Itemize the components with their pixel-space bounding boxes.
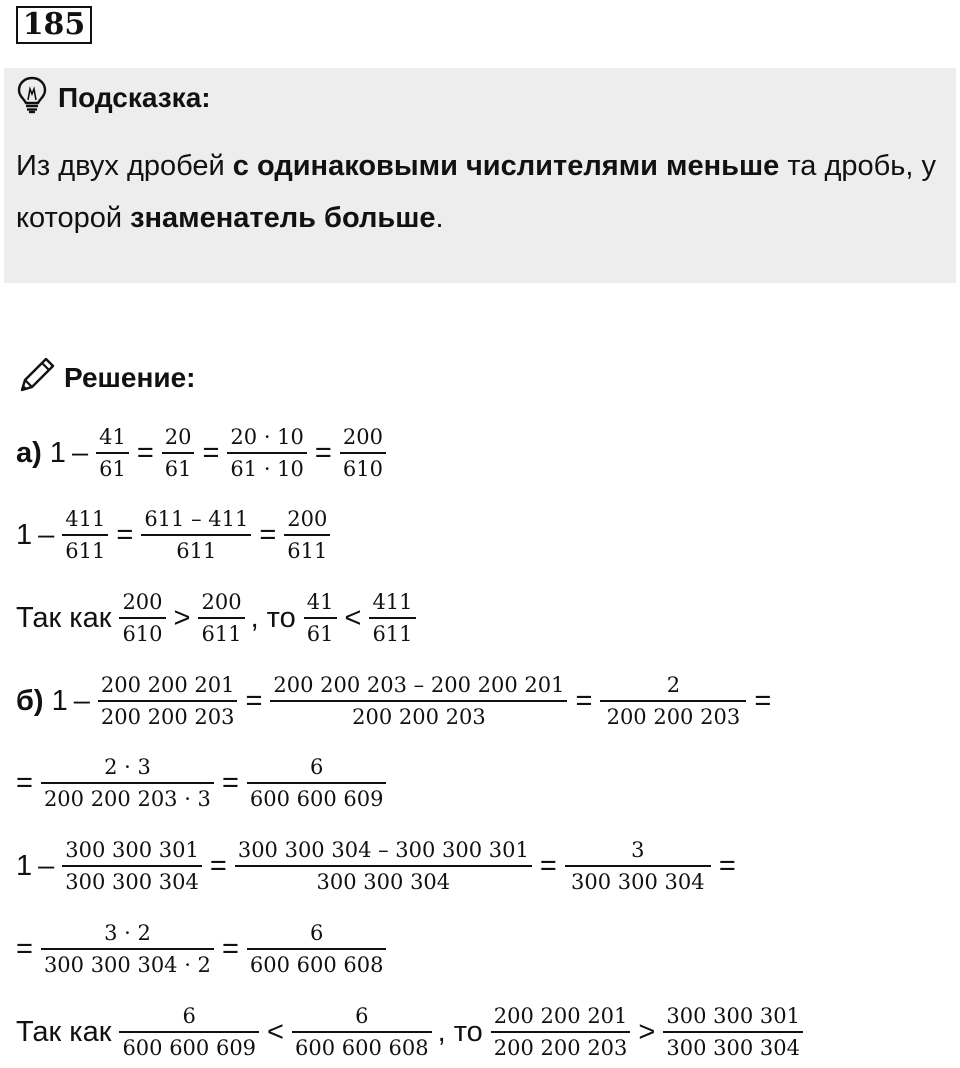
part-label: а)	[16, 436, 42, 469]
fraction: $\frac{41}{61}$	[304, 587, 337, 649]
operator: =	[718, 849, 736, 882]
fraction: $\frac{6}{600 600 609}$	[119, 1001, 259, 1063]
hint-title	[16, 80, 211, 116]
task-number: 185	[16, 6, 92, 44]
operator: =	[16, 766, 33, 799]
solution-b-line-1	[16, 670, 777, 732]
operator: –	[71, 436, 89, 469]
fraction: $\frac{6}{600 600 608}$	[247, 918, 387, 980]
text: , то	[437, 1015, 483, 1048]
fraction: $\frac{2}{200 200 203}$	[600, 670, 746, 732]
solution-a-line-1	[16, 422, 388, 484]
number: 1	[16, 849, 33, 882]
operator: =	[16, 932, 33, 965]
fraction: $\frac{3}{300 300 304}$	[565, 835, 711, 897]
operator: =	[539, 849, 557, 882]
solution-b-line-3	[16, 835, 742, 897]
fraction: $\frac{200}{611}$	[198, 587, 244, 649]
number: 1	[51, 684, 68, 717]
solution-title	[16, 356, 195, 400]
fraction: $\frac{611 - 411}{611}$	[141, 504, 251, 566]
operator: =	[259, 518, 277, 551]
operator: =	[136, 436, 154, 469]
solution-a-line-3	[16, 587, 418, 649]
fraction: $\frac{200 200 201}{200 200 203}$	[98, 670, 238, 732]
operator: =	[116, 518, 134, 551]
text: , то	[250, 601, 296, 634]
fraction: $\frac{411}{611}$	[62, 504, 108, 566]
fraction: $\frac{200}{611}$	[284, 504, 330, 566]
fraction: $\frac{6}{600 600 608}$	[292, 1001, 432, 1063]
text: Так как	[16, 1015, 112, 1048]
operator: =	[314, 436, 332, 469]
lightbulb-icon	[16, 76, 48, 121]
pencil-icon	[16, 354, 58, 403]
solution-a-line-2	[16, 504, 332, 566]
operator: <	[344, 601, 362, 634]
fraction: $\frac{200}{610}$	[340, 422, 386, 484]
fraction: $\frac{200 200 201}{200 200 203}$	[491, 1001, 631, 1063]
operator: =	[221, 766, 239, 799]
text: Так как	[16, 601, 112, 634]
operator: =	[754, 684, 772, 717]
operator: =	[221, 932, 239, 965]
hint-text: Из двух дробей с одинаковыми числителями меньше та дробь, у которой знаменатель больше.	[16, 150, 936, 234]
solution-b-line-2	[16, 752, 388, 814]
hint-title-text: Подсказка:	[58, 82, 211, 113]
fraction: $\frac{411}{611}$	[369, 587, 415, 649]
part-label: б)	[16, 684, 44, 717]
solution-b-line-4	[16, 918, 388, 980]
solution-b-line-5	[16, 1001, 805, 1063]
operator: –	[73, 684, 90, 717]
fraction: $\frac{300 300 301}{300 300 304}$	[663, 1001, 803, 1063]
number: 1	[49, 436, 66, 469]
operator: >	[173, 601, 191, 634]
fraction: $\frac{3 \cdot 2}{300 300 304 \cdot 2}$	[41, 918, 214, 980]
operator: <	[267, 1015, 284, 1048]
operator: >	[638, 1015, 656, 1048]
fraction: $\frac{6}{600 600 609}$	[247, 752, 387, 814]
operator: –	[38, 518, 55, 551]
operator: =	[202, 436, 220, 469]
number: 1	[16, 518, 33, 551]
fraction: $\frac{300 300 301}{300 300 304}$	[62, 835, 202, 897]
fraction: $\frac{200 200 203 - 200 200 201}{200 200 203}$	[270, 670, 567, 732]
operator: =	[209, 849, 227, 882]
fraction: $\frac{41}{61}$	[96, 422, 129, 484]
fraction: $\frac{2 \cdot 3}{200 200 203 \cdot 3}$	[41, 752, 214, 814]
operator: =	[245, 684, 263, 717]
fraction: $\frac{20}{61}$	[162, 422, 195, 484]
operator: –	[38, 849, 55, 882]
fraction: $\frac{200}{610}$	[119, 587, 165, 649]
solution-title-text: Решение:	[64, 362, 196, 393]
fraction: $\frac{20 \cdot 10}{61 \cdot 10}$	[227, 422, 306, 484]
operator: =	[575, 684, 593, 717]
fraction: $\frac{300 300 304 - 300 300 301}{300 300 304}$	[235, 835, 532, 897]
